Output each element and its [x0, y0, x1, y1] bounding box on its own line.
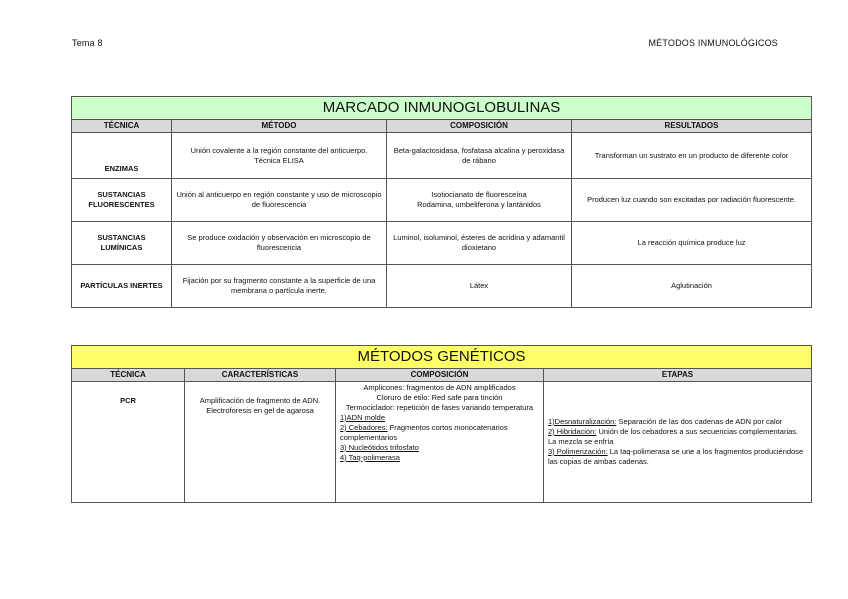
table-cell: Producen luz cuando son excitadas por radiación fluorescente.: [572, 179, 812, 222]
table-cell: La reacción química produce luz: [572, 222, 812, 265]
row-header: PCR: [72, 382, 185, 503]
underlined-text: 1)ADN molde: [340, 413, 386, 422]
table-title: MARCADO INMUNOGLOBULINAS: [72, 97, 812, 120]
col-header: COMPOSICIÓN: [336, 369, 544, 382]
row-header: SUSTANCIAS LUMÍNICAS: [72, 222, 172, 265]
metodos-geneticos-table: [71, 345, 812, 503]
col-header: COMPOSICIÓN: [387, 120, 572, 133]
col-header: MÉTODO: [172, 120, 387, 133]
cell-line: [340, 443, 539, 453]
table-cell: [172, 133, 387, 179]
cell-line: Amplicones: fragmentos de ADN amplificados: [363, 383, 516, 392]
table-cell: Beta-galactosidasa, fosfatasa alcalina y peroxidasa de rábano: [387, 133, 572, 179]
table-cell: [387, 179, 572, 222]
underlined-text: 2) Hibridación:: [548, 427, 597, 436]
table-cell: [185, 382, 336, 503]
cell-line: [340, 453, 539, 463]
table-cell: Aglutinación: [572, 265, 812, 308]
row-header: SUSTANCIAS FLUORESCENTES: [72, 179, 172, 222]
table-cell: Transforman un sustrato en un producto de diferente color: [572, 133, 812, 179]
cell-line: Rodamina, umbeliferona y lantánidos: [417, 200, 541, 209]
cell-line: [340, 423, 539, 443]
cell-line: Electroforesis en gel de agarosa: [206, 406, 314, 415]
cell-line: Técnica ELISA: [254, 155, 304, 165]
table-row: [72, 382, 812, 503]
underlined-text: 1)Desnaturalización:: [548, 417, 617, 426]
cell-line: [548, 447, 807, 467]
row-header: ENZIMAS: [72, 133, 172, 179]
inmunoglobulinas-table: [71, 96, 812, 308]
cell-line: Unión covalente a la región constante del anticuerpo.: [190, 145, 368, 155]
page-header-left: Tema 8: [72, 38, 103, 48]
cell-text: Fragmentos cortos monocatenarios complementarios: [340, 423, 508, 442]
cell-line: Termociclador: repetición de fases variando temperatura: [345, 403, 534, 412]
cell-line: [340, 413, 539, 423]
col-header: TÉCNICA: [72, 120, 172, 133]
cell-line: Isotiocianato de fluoresceína: [431, 190, 527, 199]
col-header: ETAPAS: [544, 369, 812, 382]
col-header: TÉCNICA: [72, 369, 185, 382]
table-row: [72, 133, 812, 179]
table-cell: Fijación por su fragmento constante a la superficie de una membrana o partícula inerte.: [172, 265, 387, 308]
table-cell: [336, 382, 544, 503]
table-cell: Luminol, isoluminol, ésteres de acridina y adamantil dioxietano: [387, 222, 572, 265]
table-cell: Látex: [387, 265, 572, 308]
table-row: [72, 265, 812, 308]
row-header: PARTÍCULAS INERTES: [72, 265, 172, 308]
cell-line: Amplificación de fragmento de ADN.: [199, 396, 321, 405]
col-header: RESULTADOS: [572, 120, 812, 133]
cell-text: La taq-polimerasa se une a los fragmentos produciéndose las copias de ambas cadenas.: [548, 447, 804, 466]
cell-line: [548, 427, 807, 447]
table-cell: Unión al anticuerpo en región constante y uso de microscopio de fluorescencia: [172, 179, 387, 222]
table-cell: Se produce oxidación y observación en microscopio de fluorescencia: [172, 222, 387, 265]
cell-text: Separación de las dos cadenas de ADN por calor: [616, 417, 783, 426]
cell-text: Unión de los cebadores a sus secuencias complementarias. La mezcla se enfría: [548, 427, 799, 446]
table-cell: [544, 382, 812, 503]
underlined-text: 3) Nucleótidos trifosfato: [340, 443, 419, 452]
underlined-text: 3) Polimerización:: [548, 447, 608, 456]
table-row: [72, 179, 812, 222]
underlined-text: 4) Taq-polimerasa: [340, 453, 400, 462]
cell-line: [548, 417, 807, 427]
cell-line: Cloruro de etilo: Red safe para tinción: [376, 393, 503, 402]
underlined-text: 2) Cebadores:: [340, 423, 388, 432]
page-header-right: MÉTODOS INMUNOLÓGICOS: [648, 38, 778, 48]
col-header: CARACTERÍSTICAS: [185, 369, 336, 382]
table-title: MÉTODOS GENÉTICOS: [72, 346, 812, 369]
table-row: [72, 222, 812, 265]
